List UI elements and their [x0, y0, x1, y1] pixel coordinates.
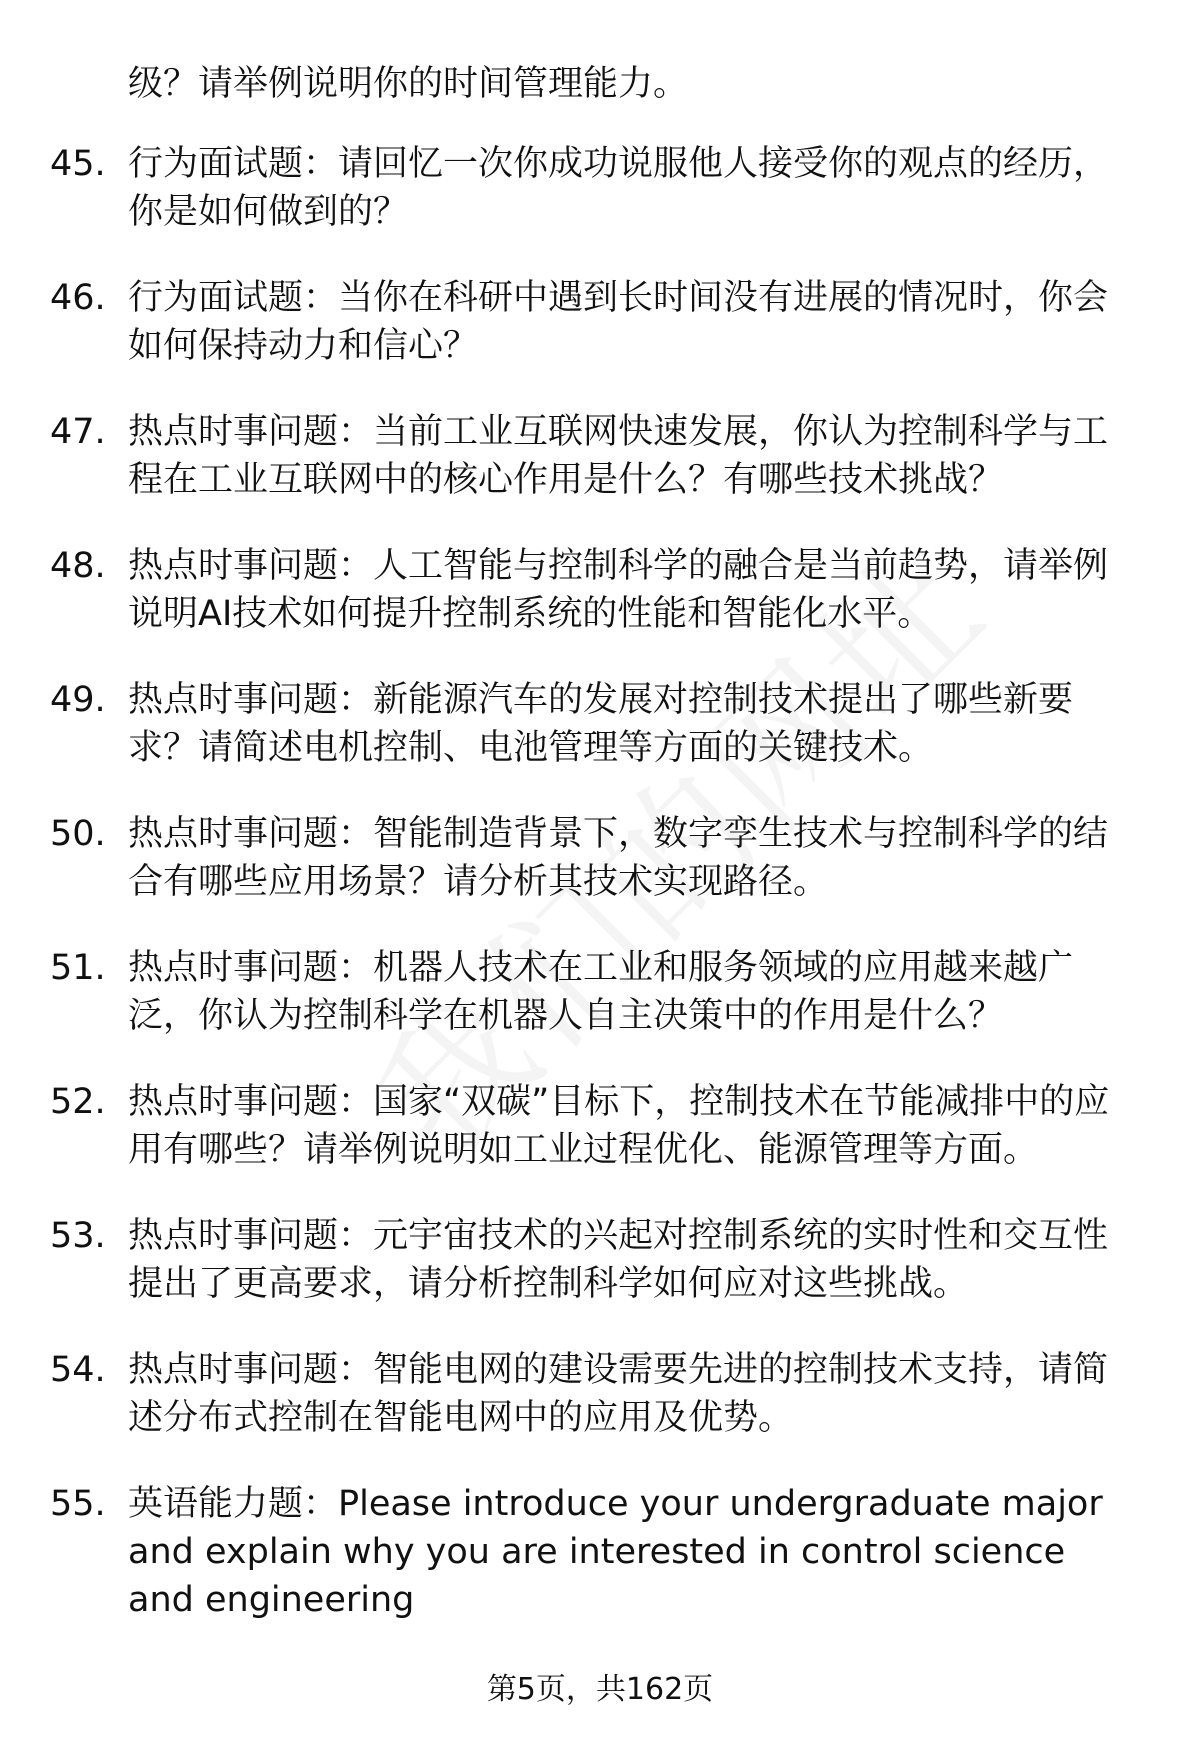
question-number: 51. [50, 948, 106, 988]
question-item [50, 676, 1160, 772]
page-footer: 第5页，共162页 [486, 1672, 714, 1707]
question-text: 行为面试题：请回忆一次你成功说服他人接受你的观点的经历，你是如何做到的？ [128, 144, 1109, 232]
question-text: 行为面试题：当你在科研中遇到长时间没有进展的情况时，你会如何保持动力和信心？ [128, 278, 1109, 366]
question-text: 英语能力题：Please introduce your undergraduate major and explain why you are interested in control science and engineering [128, 1484, 1103, 1620]
question-number: 45. [50, 144, 106, 184]
question-text: 热点时事问题：国家“双碳”目标下，控制技术在节能减排中的应用有哪些？请举例说明如工业过程优化、能源管理等方面。 [128, 1082, 1110, 1170]
question-number: 52. [50, 1082, 106, 1122]
question-number: 49. [50, 680, 106, 720]
question-number: 46. [50, 278, 106, 318]
question-text: 热点时事问题：机器人技术在工业和服务领域的应用越来越广泛，你认为控制科学在机器人自主决策中的作用是什么？ [128, 948, 1074, 1036]
question-item [50, 140, 1160, 236]
question-number: 47. [50, 412, 106, 452]
question-list [50, 140, 1160, 1624]
question-item [50, 274, 1160, 370]
question-number: 50. [50, 814, 106, 854]
question-item [50, 944, 1160, 1040]
question-item [50, 1078, 1160, 1174]
question-text: 热点时事问题：新能源汽车的发展对控制技术提出了哪些新要求？请简述电机控制、电池管理等方面的关键技术。 [128, 680, 1074, 768]
question-item [50, 810, 1160, 906]
question-number: 54. [50, 1350, 106, 1390]
question-item [50, 1346, 1160, 1442]
question-item [50, 408, 1160, 504]
question-text: 热点时事问题：元宇宙技术的兴起对控制系统的实时性和交互性提出了更高要求，请分析控制科学如何应对这些挑战。 [128, 1216, 1109, 1304]
question-number: 48. [50, 546, 106, 586]
question-text: 热点时事问题：人工智能与控制科学的融合是当前趋势，请举例说明AI技术如何提升控制系统的性能和智能化水平。 [128, 546, 1109, 634]
question-item [50, 1212, 1160, 1308]
question-text: 热点时事问题：智能制造背景下，数字孪生技术与控制科学的结合有哪些应用场景？请分析其技术实现路径。 [128, 814, 1109, 902]
continued-question-text: 级？请举例说明你的时间管理能力。 [128, 64, 689, 104]
question-number: 53. [50, 1216, 106, 1256]
question-text: 热点时事问题：智能电网的建设需要先进的控制技术支持，请简述分布式控制在智能电网中的应用及优势。 [128, 1350, 1109, 1438]
question-text: 热点时事问题：当前工业互联网快速发展，你认为控制科学与工程在工业互联网中的核心作用是什么？有哪些技术挑战？ [128, 412, 1109, 500]
question-item [50, 1480, 1160, 1624]
question-number: 55. [50, 1484, 106, 1524]
question-item [50, 542, 1160, 638]
